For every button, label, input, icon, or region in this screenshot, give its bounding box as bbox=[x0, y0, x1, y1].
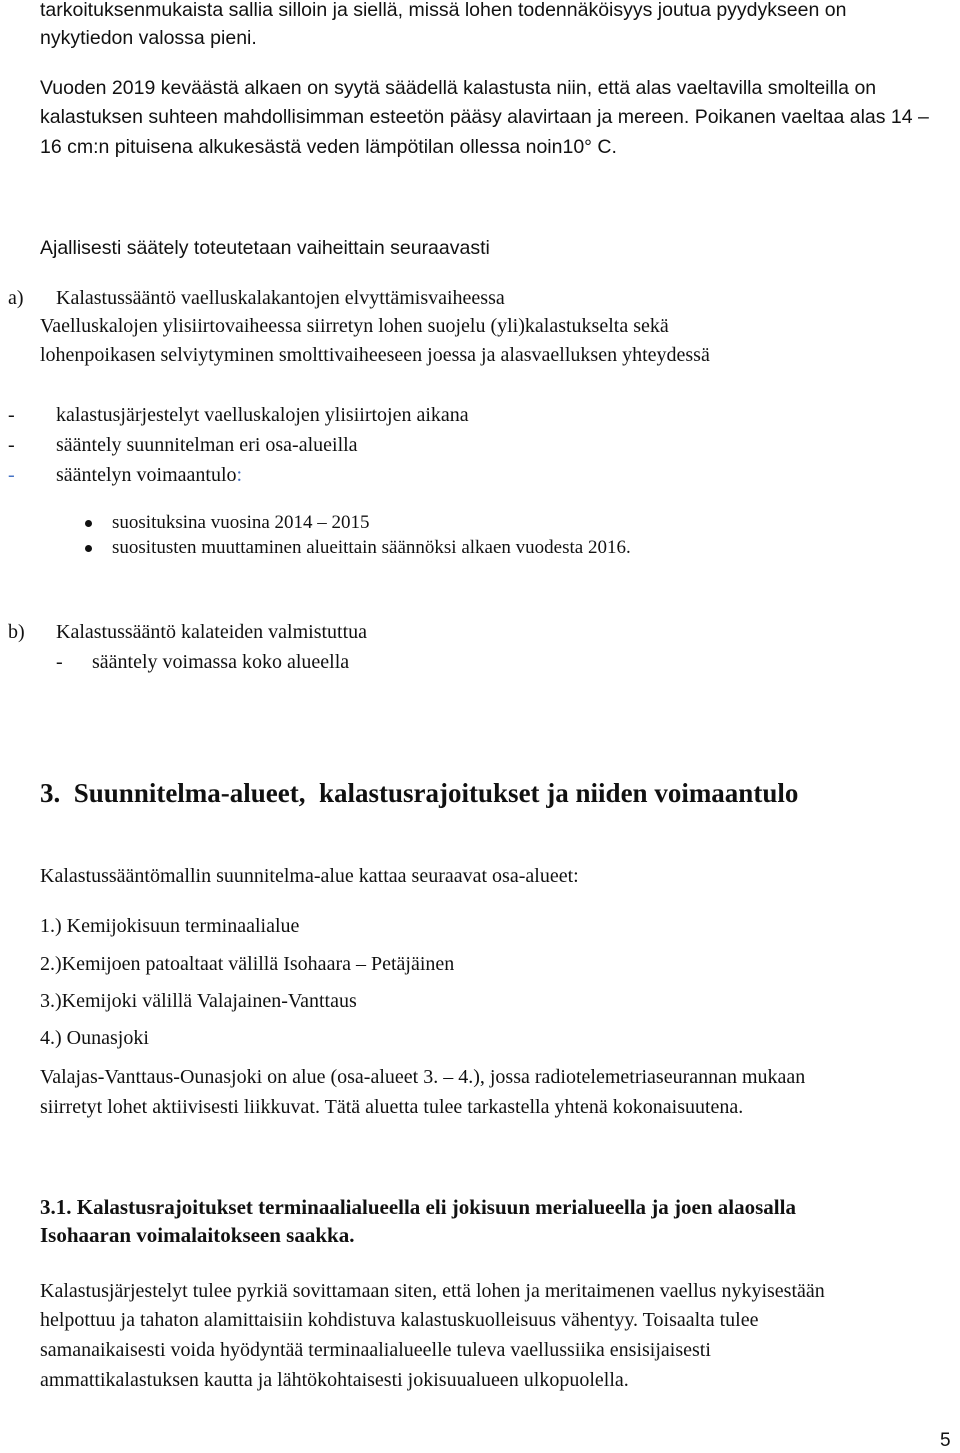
areas-intro: Kalastussääntömallin suunnitelma-alue kattaa seuraavat osa-alueet: bbox=[40, 865, 579, 887]
dash-item-text: kalastusjärjestelyt vaelluskalojen ylisiirtojen aikana bbox=[56, 404, 469, 426]
area-item: 4.) Ounasjoki bbox=[40, 1027, 149, 1049]
dash-item-label: sääntelyn voimaantulo bbox=[56, 464, 237, 486]
page-number: 5 bbox=[940, 1430, 951, 1451]
dash-item-text bbox=[56, 461, 242, 489]
final-para-line1: Kalastusjärjestelyt tulee pyrkiä sovittamaan siten, että lohen ja meritaimenen vaellus nykyisestään bbox=[40, 1280, 825, 1302]
final-para-line2: helpottuu ja tahaton alamittaisiin kohdistuva kalastuskuolleisuus vähentyy. Toisaalta tulee bbox=[40, 1309, 759, 1331]
para1-line2: nykytiedon valossa pieni. bbox=[40, 27, 257, 49]
bullet-item: suosituksina vuosina 2014 – 2015 bbox=[112, 512, 370, 533]
heading-section-3: 3. Suunnitelma-alueet, kalastusrajoitukset ja niiden voimaantulo bbox=[40, 778, 799, 808]
bullet-item: suositusten muuttaminen alueittain säännöksi alkaen vuodesta 2016. bbox=[112, 537, 631, 558]
dash-item-colon: : bbox=[236, 464, 243, 486]
bullet-icon bbox=[85, 520, 92, 527]
para2-line3: 16 cm:n pituisena alkukesästä veden lämpötilan ollessa noin10° C. bbox=[40, 136, 617, 158]
regulation-intro: Ajallisesti säätely toteutetaan vaiheittain seuraavasti bbox=[40, 237, 490, 259]
areas-note-line2: siirretyt lohet aktiivisesti liikkuvat. Tätä aluetta tulee tarkastella yhtenä kokonaisuutena. bbox=[40, 1096, 744, 1118]
bullet-icon bbox=[85, 545, 92, 552]
section-a-desc-line2: lohenpoikasen selviytyminen smolttivaiheeseen joessa ja alasvaelluksen yhteydessä bbox=[40, 344, 710, 366]
dash-marker: - bbox=[8, 434, 15, 456]
section-b-marker: b) bbox=[8, 621, 25, 643]
final-para-line3: samanaikaisesti voida hyödyntää terminaalialueelle tuleva vaellussiika ensisijaisesti bbox=[40, 1339, 711, 1361]
heading-section-3-1-line2: Isohaaran voimalaitokseen saakka. bbox=[40, 1223, 355, 1247]
para2-line1: Vuoden 2019 keväästä alkaen on syytä säädellä kalastusta niin, että alas vaeltavilla smolteilla on bbox=[40, 77, 877, 99]
section-a-marker: a) bbox=[8, 287, 24, 309]
section-a-desc-line1: Vaelluskalojen ylisiirtovaiheessa siirretyn lohen suojelu (yli)kalastukselta sekä bbox=[40, 315, 669, 337]
section-b-title: Kalastussääntö kalateiden valmistuttua bbox=[56, 621, 368, 643]
area-item: 2.)Kemijoen patoaltaat välillä Isohaara – Petäjäinen bbox=[40, 953, 455, 975]
section-b-item: sääntely voimassa koko alueella bbox=[92, 651, 350, 673]
section-a-title: Kalastussääntö vaelluskalakantojen elvyttämisvaiheessa bbox=[56, 287, 505, 309]
area-item: 3.)Kemijoki välillä Valajainen-Vanttaus bbox=[40, 990, 357, 1012]
final-para-line4: ammattikalastuksen kautta ja lähtökohtaisesti jokisuualueen ulkopuolella. bbox=[40, 1369, 629, 1391]
dash-marker: - bbox=[8, 464, 15, 486]
dash-marker: - bbox=[56, 651, 63, 673]
para1-line1: tarkoituksenmukaista sallia silloin ja siellä, missä lohen todennäköisyys joutua pyydykseen on bbox=[40, 0, 847, 21]
areas-note-line1: Valajas-Vanttaus-Ounasjoki on alue (osa-alueet 3. – 4.), jossa radiotelemetriaseurannan mukaan bbox=[40, 1066, 806, 1088]
para2-line2: kalastuksen suhteen mahdollisimman esteetön pääsy alavirtaan ja mereen. Poikanen vaeltaa alas 14 – bbox=[40, 106, 929, 128]
heading-section-3-1-line1: 3.1. Kalastusrajoitukset terminaalialueella eli jokisuun merialueella ja joen alaosalla bbox=[40, 1195, 796, 1219]
dash-item-text: sääntely suunnitelman eri osa-alueilla bbox=[56, 434, 358, 456]
area-item: 1.) Kemijokisuun terminaalialue bbox=[40, 915, 300, 937]
dash-marker: - bbox=[8, 404, 15, 426]
